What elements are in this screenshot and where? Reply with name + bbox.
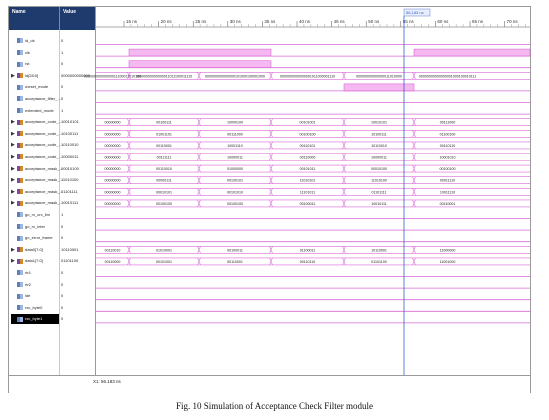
time-tick-label: 60 ns [437, 19, 449, 24]
bus-transition [198, 258, 201, 265]
signal-value: 11010100 [61, 177, 79, 183]
bus-transition [343, 130, 346, 137]
bus-value-label: 00101010 [227, 190, 243, 195]
bus-transition [270, 177, 273, 184]
signal-name-label: go_rx_crc_lim [25, 212, 50, 217]
signal-name-label: acceptance_code_... [25, 142, 62, 148]
bus-transition [270, 72, 273, 79]
bus-transition [198, 188, 201, 195]
bus-value-label: 00101001 [299, 120, 316, 125]
signal-value: 0 [61, 84, 64, 90]
bus-value-label: 00000000 [104, 120, 121, 125]
bus-value-label: 00000000 [104, 155, 121, 160]
signal-name-label: go_error_frame [25, 235, 53, 241]
bus-value-label: 11101011 [299, 190, 316, 195]
bus-transition [270, 130, 273, 137]
figure-caption: Fig. 10 Simulation of Acceptance Check Filter module [176, 401, 373, 411]
signal-name-label: acceptance_code_... [25, 130, 62, 136]
expand-arrow-icon[interactable]: ▶ [11, 165, 15, 172]
bus-transition [413, 72, 416, 79]
bus-transition [270, 200, 273, 207]
signal-value: 10010111 [61, 200, 79, 206]
bus-value-label: 00100100 [227, 201, 243, 206]
bus-value-label: 00000000000000011011100011110 [135, 74, 193, 79]
bus-transition [128, 130, 131, 137]
bus-transition [343, 246, 346, 253]
bus-value-label: 01000000 [227, 167, 243, 172]
bus-value-label: 10110010 [371, 143, 387, 148]
bus-transition [413, 119, 416, 126]
bus-transition [413, 165, 416, 172]
time-tick-label: 55 ns [402, 19, 414, 24]
signal-name-label: ide [25, 293, 31, 299]
signal-name-label: extended_mode [25, 107, 54, 113]
time-tick-label: 70 ns [506, 19, 518, 24]
bus-transition [343, 119, 346, 126]
time-tick-label: 65 ns [472, 19, 484, 24]
bus-transition [413, 246, 416, 253]
expand-arrow-icon[interactable]: ▶ [11, 177, 15, 184]
signal-name-label: id[28:0] [25, 72, 39, 78]
bus-transition [270, 188, 273, 195]
bus-value-label: 00110001 [156, 143, 172, 148]
expand-arrow-icon[interactable]: ▶ [11, 119, 15, 126]
bus-value-label: 00110010 [156, 167, 172, 172]
bus-transition [270, 165, 273, 172]
bus-value-label: 00110110 [439, 143, 456, 148]
bus-transition [128, 142, 131, 149]
bus-value-label: 11010100 [371, 178, 387, 183]
signal-name-label: ovrset_mode [25, 84, 49, 90]
bus-value-label: 00101011 [299, 167, 316, 172]
waveform-viewer [8, 6, 531, 393]
bus-transition [413, 142, 416, 149]
bus-transition [128, 200, 131, 207]
bus-transition [270, 142, 273, 149]
time-tick-label: 50 ns [368, 19, 380, 24]
signal-value: 0 [61, 293, 64, 299]
bus-transition [128, 154, 131, 161]
bus-value-label: 01100100 [439, 132, 456, 137]
signal-value: 0 [61, 96, 64, 101]
expand-arrow-icon[interactable]: ▶ [11, 72, 15, 79]
signal-name-label: acceptance_code_... [25, 154, 62, 159]
bus-value-label: 00000000 [104, 201, 121, 206]
bus-value-label: 10100111 [371, 132, 387, 137]
bus-transition [270, 154, 273, 161]
expand-arrow-icon[interactable]: ▶ [11, 246, 15, 253]
bus-value-label: 00000000 [104, 190, 121, 195]
bus-value-label: 01100011 [299, 248, 316, 253]
bus-value-label: 00101001 [156, 259, 172, 264]
bus-value-label: 0000000000000001011000001110 [279, 74, 336, 79]
signal-value: 0 [61, 281, 64, 287]
signal-name-label: acceptance_filter_... [25, 96, 61, 101]
bus-transition [343, 188, 346, 195]
bus-transition [198, 246, 201, 253]
signal-name-label: rxc_byte0 [25, 304, 43, 310]
bus-value-label: 00111111 [156, 155, 172, 160]
waveform-high-pulse [129, 61, 271, 68]
bus-value-label: 00000000000000011100011010100 [83, 74, 142, 79]
signal-value: 00010100 [61, 165, 79, 171]
signal-value: 01101111 [61, 188, 78, 194]
bus-value-label: 00110001 [227, 259, 243, 264]
bus-value-label: 00010100 [371, 167, 387, 172]
expand-arrow-icon[interactable]: ▶ [11, 258, 15, 265]
time-tick-label: 40 ns [299, 19, 311, 24]
bus-value-label: 00000000 [104, 178, 121, 183]
bus-value-label: 00110000 [299, 155, 316, 160]
bus-transition [343, 200, 346, 207]
signal-name-label: acceptance_mask_... [25, 188, 63, 194]
bus-value-label: 00110101 [299, 143, 316, 148]
signal-value: 0 [61, 38, 64, 43]
signal-value: 01101100 [61, 258, 79, 264]
signal-name-label: rxc_byte1 [25, 316, 43, 322]
time-tick-label: 45 ns [333, 19, 345, 24]
bus-transition [198, 130, 201, 137]
signal-value: 0 [61, 223, 64, 229]
bus-value-label: 10011110 [439, 190, 456, 195]
bus-value-label: 10000011 [371, 155, 387, 160]
waveform-high-pulse [344, 84, 414, 91]
signal-value: 0000000000000 [61, 72, 90, 78]
bus-value-label: 01101100 [371, 259, 387, 264]
signal-name-label: data1[7:0] [25, 258, 43, 264]
signal-name-label: data0[7:0] [25, 246, 43, 252]
time-tick-label: 35 ns [264, 19, 276, 24]
expand-arrow-icon[interactable]: ▶ [11, 200, 15, 207]
signal-value: 0 [61, 235, 64, 241]
bus-value-label: 11010101 [299, 178, 316, 183]
bus-value-label: 00000000000000011010000 [356, 74, 402, 79]
bus-value-label: 00100100 [299, 132, 316, 137]
bus-transition [198, 119, 201, 126]
signal-value: 10010101 [61, 119, 79, 125]
signal-value: 0 [61, 61, 64, 67]
signal-value: 10110001 [61, 246, 79, 252]
bus-value-label: 00011110 [439, 178, 456, 183]
signal-name-label: acceptance_mask_... [25, 177, 63, 183]
expand-arrow-icon[interactable]: ▶ [11, 154, 15, 160]
bus-value-label: 10010101 [371, 120, 387, 125]
bus-transition [413, 200, 416, 207]
bus-value-label: 00100100 [156, 201, 172, 206]
bus-value-label: 00110110 [299, 259, 316, 264]
bus-transition [343, 258, 346, 265]
bus-value-label: 00111000 [439, 120, 456, 125]
signal-name-label: rtr2 [25, 281, 31, 287]
cursor-readout: X1: 56.183 ns [93, 379, 121, 384]
bus-transition [128, 177, 131, 184]
bus-transition [343, 165, 346, 172]
signal-name-label: acceptance_mask_... [25, 200, 63, 206]
signal-value: 0 [61, 270, 64, 275]
bus-transition [343, 72, 346, 79]
time-tick-label: 15 ns [126, 19, 138, 24]
expand-arrow-icon[interactable]: ▶ [11, 130, 15, 137]
bus-value-label: 10010111 [371, 201, 387, 206]
bus-value-label: 00000000 [104, 167, 121, 172]
bus-transition [270, 258, 273, 265]
signal-value: 10000011 [61, 154, 79, 159]
bus-transition [128, 246, 131, 253]
bus-transition [270, 119, 273, 126]
signal-name-label: clk [25, 49, 30, 55]
bus-transition [128, 119, 131, 126]
expand-arrow-icon[interactable]: ▶ [11, 142, 15, 149]
bus-transition [413, 154, 416, 161]
bus-transition [413, 177, 416, 184]
bus-value-label: 11000000 [439, 248, 456, 253]
bus-transition [413, 258, 416, 265]
bus-transition [198, 177, 201, 184]
value-header-label: Value [63, 9, 77, 15]
bus-transition [198, 165, 201, 172]
bus-value-label: 00010101 [156, 190, 172, 195]
signal-value: 1 [61, 212, 64, 217]
bus-value-label: 00110001 [439, 201, 456, 206]
bus-value-label: 00100111 [156, 120, 172, 125]
cursor-status-bar [9, 375, 530, 393]
signal-name-label: id_ok [25, 38, 35, 43]
waveform-canvas[interactable] [9, 7, 530, 392]
bus-transition [413, 130, 416, 137]
signal-name-label: rst [25, 61, 30, 67]
bus-value-label: 000000000000000101000100001000 [205, 74, 265, 79]
bus-transition [128, 258, 131, 265]
signal-value: 10100111 [61, 130, 79, 136]
bus-transition [198, 200, 201, 207]
bus-transition [343, 177, 346, 184]
time-tick-label: 30 ns [229, 19, 241, 24]
signal-name-label: acceptance_code_... [25, 119, 62, 125]
bus-value-label: 00100011 [299, 201, 316, 206]
bus-value-label: 10000011 [227, 155, 243, 160]
signal-value: 0 [61, 316, 64, 322]
bus-transition [128, 188, 131, 195]
bus-value-label: 11001000 [439, 259, 456, 264]
bus-value-label: 10000100 [227, 120, 243, 125]
waveform-high-pulse [129, 49, 271, 56]
time-tick-label: 20 ns [160, 19, 172, 24]
bus-value-label: 00000000 [104, 132, 121, 137]
bus-value-label: 00110010 [104, 248, 121, 253]
bus-value-label: 00000111 [156, 178, 172, 183]
cursor-time-label: 56,183 ns [406, 10, 424, 15]
bus-transition [343, 142, 346, 149]
bus-value-label: 01001101 [156, 132, 172, 137]
bus-transition [128, 165, 131, 172]
signal-value: 1 [61, 107, 64, 113]
expand-arrow-icon[interactable]: ▶ [11, 188, 15, 195]
name-header-label: Name [12, 9, 26, 15]
bus-value-label: 00100101 [227, 178, 243, 183]
bus-transition [198, 142, 201, 149]
bus-value-label: 01101111 [371, 190, 387, 195]
waveform-high-pulse [414, 49, 530, 56]
bus-value-label: 00111000 [227, 132, 243, 137]
bus-value-label: 00100011 [227, 248, 243, 253]
signal-value: 10110010 [61, 142, 79, 148]
bus-value-label: 10110001 [371, 248, 387, 253]
bus-transition [198, 154, 201, 161]
bus-value-label: 00000000 [104, 143, 121, 148]
bus-transition [343, 154, 346, 161]
bus-value-label: 01010001 [156, 248, 172, 253]
signal-value: 0 [61, 304, 64, 310]
bus-value-label: 00100100 [439, 167, 456, 172]
signal-value: 1 [61, 49, 64, 55]
signal-name-label: rtr1 [25, 270, 31, 275]
bus-value-label: 00110000 [104, 259, 121, 264]
bus-value-label: 10001010 [439, 155, 456, 160]
bus-value-label: 10001110 [227, 143, 243, 148]
signal-name-label: acceptance_mask_... [25, 165, 63, 171]
bus-value-label: 00000000000000001000100010111 [418, 74, 477, 79]
bus-transition [413, 188, 416, 195]
bus-transition [198, 72, 201, 79]
bus-transition [270, 246, 273, 253]
signal-name-label: go_rx_inter [25, 223, 46, 229]
time-tick-label: 25 ns [195, 19, 207, 24]
